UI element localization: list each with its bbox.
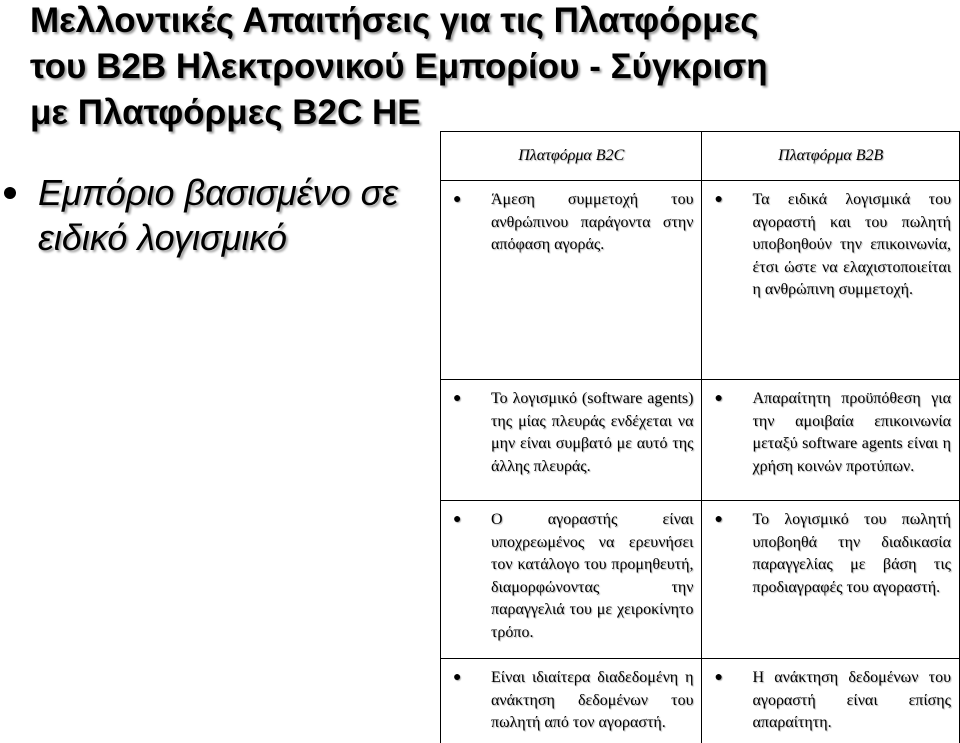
b2c-text: Άμεση συμμετοχή του ανθρώπινου παράγοντα στην απόφαση αγοράς. — [491, 189, 693, 257]
table-row — [441, 659, 960, 743]
bullet-dot-icon — [4, 187, 16, 199]
header-b2c: Πλατφόρμα B2C — [441, 132, 702, 181]
b2c-cell — [441, 181, 702, 380]
bullet-icon: ● — [714, 667, 752, 735]
bullet-icon: ● — [714, 189, 752, 302]
side-bullet-line-2: ειδικό λογισμικό — [38, 215, 429, 260]
b2c-text: Είναι ιδιαίτερα διαδεδομένη η ανάκτηση δεδομένων του πωλητή από τον αγοραστή. — [491, 667, 693, 735]
b2c-text: Το λογισμικό (software agents) της μίας πλευράς ενδέχεται να μην είναι συμβατό με αυτό της άλλης πλευράς. — [491, 388, 693, 478]
b2b-cell — [702, 181, 960, 380]
b2b-cell — [702, 659, 960, 743]
slide-title-line-1: Μελλοντικές Απαιτήσεις για τις Πλατφόρμες — [30, 0, 950, 44]
side-bullet — [4, 170, 429, 260]
b2b-text: Η ανάκτηση δεδομένων του αγοραστή είναι επίσης απαραίτητη. — [752, 667, 951, 735]
bullet-icon: ● — [714, 388, 752, 478]
b2c-text: Ο αγοραστής είναι υποχρεωμένος να ερευνήσει τον κατάλογο του προμηθευτή, διαμορφώνοντας την παραγγελιά του με χειροκίνητο τρόπο. — [491, 509, 693, 644]
slide-title-line-2: του B2B Ηλεκτρονικού Εμπορίου - Σύγκριση — [30, 44, 950, 90]
bullet-icon: ● — [453, 509, 491, 644]
bullet-icon: ● — [453, 189, 491, 257]
slide-title — [30, 0, 950, 136]
b2c-cell — [441, 659, 702, 743]
header-b2b: Πλατφόρμα B2B — [702, 132, 960, 181]
b2b-cell — [702, 380, 960, 501]
table-header-row — [441, 132, 960, 181]
side-bullet-line-1: Εμπόριο βασισμένο σε — [38, 170, 429, 215]
table-row — [441, 501, 960, 659]
b2b-text: Τα ειδικά λογισμικά του αγοραστή και του πωλητή υποβοηθούν την επικοινωνία, έτσι ώστε να ελαχιστοποιείται η ανθρώπινη συμμετοχή. — [752, 189, 951, 302]
b2c-cell — [441, 501, 702, 659]
bullet-icon: ● — [714, 509, 752, 599]
table-row — [441, 181, 960, 380]
slide-title-line-3: με Πλατφόρμες B2C ΗΕ — [30, 90, 950, 136]
b2b-text: Απαραίτητη προϋπόθεση για την αμοιβαία επικοινωνία μεταξύ software agents είναι η χρήση κοινών προτύπων. — [752, 388, 951, 478]
bullet-icon: ● — [453, 388, 491, 478]
bullet-icon: ● — [453, 667, 491, 735]
comparison-table — [440, 131, 960, 743]
b2b-text: Το λογισμικό του πωλητή υποβοηθά την διαδικασία παραγγελίας με βάση τις προδιαγραφές του αγοραστή. — [752, 509, 951, 599]
table-row — [441, 380, 960, 501]
b2c-cell — [441, 380, 702, 501]
b2b-cell — [702, 501, 960, 659]
